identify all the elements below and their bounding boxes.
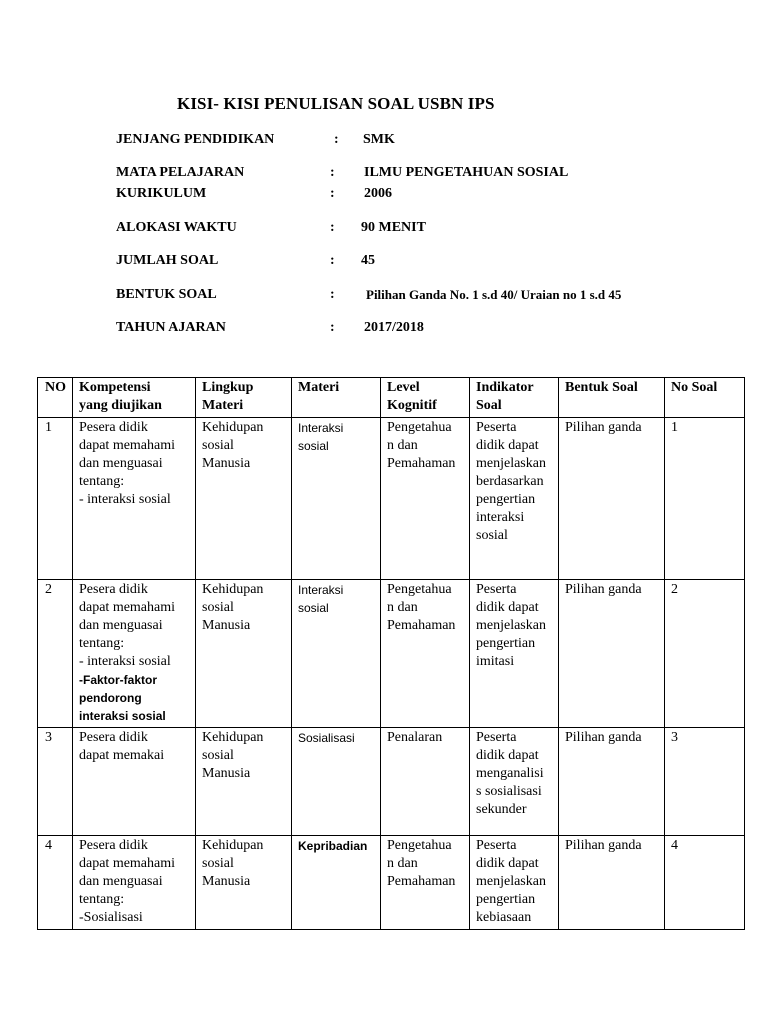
cell-no-soal: 3 [665,728,745,836]
cell-level: Pengetahua n dan Pemahaman [381,580,470,728]
meta-label: KURIKULUM [116,186,207,201]
meta-colon: : [330,287,335,302]
meta-colon: : [330,165,335,180]
cell-lingkup: Kehidupan sosial Manusia [196,418,292,580]
meta-colon: : [330,186,335,201]
cell-no-soal: 4 [665,836,745,930]
cell-no-soal: 1 [665,418,745,580]
table-row [38,580,745,728]
cell-level: Pengetahua n dan Pemahaman [381,418,470,580]
header-lingkup: Lingkup Materi [196,378,292,418]
cell-indikator: Peserta didik dapat menjelaskan pengertian imitasi [470,580,559,728]
meta-colon: : [330,220,335,235]
cell-materi: Interaksi sosial [292,418,381,580]
cell-no: 2 [38,580,73,728]
meta-label: TAHUN AJARAN [116,320,226,335]
meta-colon: : [330,320,335,335]
meta-value: 2017/2018 [364,320,424,335]
cell-materi: Sosialisasi [292,728,381,836]
cell-bentuk-soal: Pilihan ganda [559,728,665,836]
kisi-table [37,377,745,930]
cell-no: 3 [38,728,73,836]
cell-lingkup: Kehidupan sosial Manusia [196,728,292,836]
header-bentuk-soal: Bentuk Soal [559,378,665,418]
page-title: KISI- KISI PENULISAN SOAL USBN IPS [177,94,495,113]
cell-level: Penalaran [381,728,470,836]
cell-kompetensi: Pesera didik dapat memahami dan menguasai tentang: -Sosialisasi [73,836,196,930]
meta-label: JENJANG PENDIDIKAN [116,132,275,147]
cell-level: Pengetahua n dan Pemahaman [381,836,470,930]
meta-value: 2006 [364,186,392,201]
cell-bentuk-soal: Pilihan ganda [559,580,665,728]
table-row [38,728,745,836]
header-level: Level Kognitif [381,378,470,418]
table-row [38,418,745,580]
cell-lingkup: Kehidupan sosial Manusia [196,580,292,728]
cell-no-soal: 2 [665,580,745,728]
header-indikator: Indikator Soal [470,378,559,418]
header-kompetensi: Kompetensi yang diujikan [73,378,196,418]
table-header-row [38,378,745,418]
meta-label: JUMLAH SOAL [116,253,219,268]
meta-value: ILMU PENGETAHUAN SOSIAL [364,165,569,180]
cell-no: 4 [38,836,73,930]
meta-label: BENTUK SOAL [116,287,217,302]
cell-indikator: Peserta didik dapat menjelaskan pengertian kebiasaan [470,836,559,930]
cell-indikator: Peserta didik dapat menganalisi s sosialisasi sekunder [470,728,559,836]
cell-no: 1 [38,418,73,580]
header-no-soal: No Soal [665,378,745,418]
meta-colon: : [330,253,335,268]
meta-value: 90 MENIT [361,220,426,235]
cell-materi: Interaksi sosial [292,580,381,728]
meta-value: 45 [361,253,375,268]
header-no: NO [38,378,73,418]
meta-value: Pilihan Ganda No. 1 s.d 40/ Uraian no 1 s.d 45 [366,287,622,302]
cell-bentuk-soal: Pilihan ganda [559,418,665,580]
meta-value: SMK [363,132,395,147]
meta-label: ALOKASI WAKTU [116,220,237,235]
cell-kompetensi: Pesera didik dapat memahami dan menguasai tentang: - interaksi sosial [73,418,196,580]
cell-kompetensi: Pesera didik dapat memakai [73,728,196,836]
cell-materi: Kepribadian [292,836,381,930]
meta-colon: : [334,132,339,147]
cell-bentuk-soal: Pilihan ganda [559,836,665,930]
cell-indikator: Peserta didik dapat menjelaskan berdasarkan pengertian interaksi sosial [470,418,559,580]
meta-label: MATA PELAJARAN [116,165,245,180]
table-row [38,836,745,930]
cell-lingkup: Kehidupan sosial Manusia [196,836,292,930]
cell-kompetensi: Pesera didik dapat memahami dan menguasai tentang: - interaksi sosial -Faktor-faktor pendorong interaksi sosial [73,580,196,728]
header-materi: Materi [292,378,381,418]
